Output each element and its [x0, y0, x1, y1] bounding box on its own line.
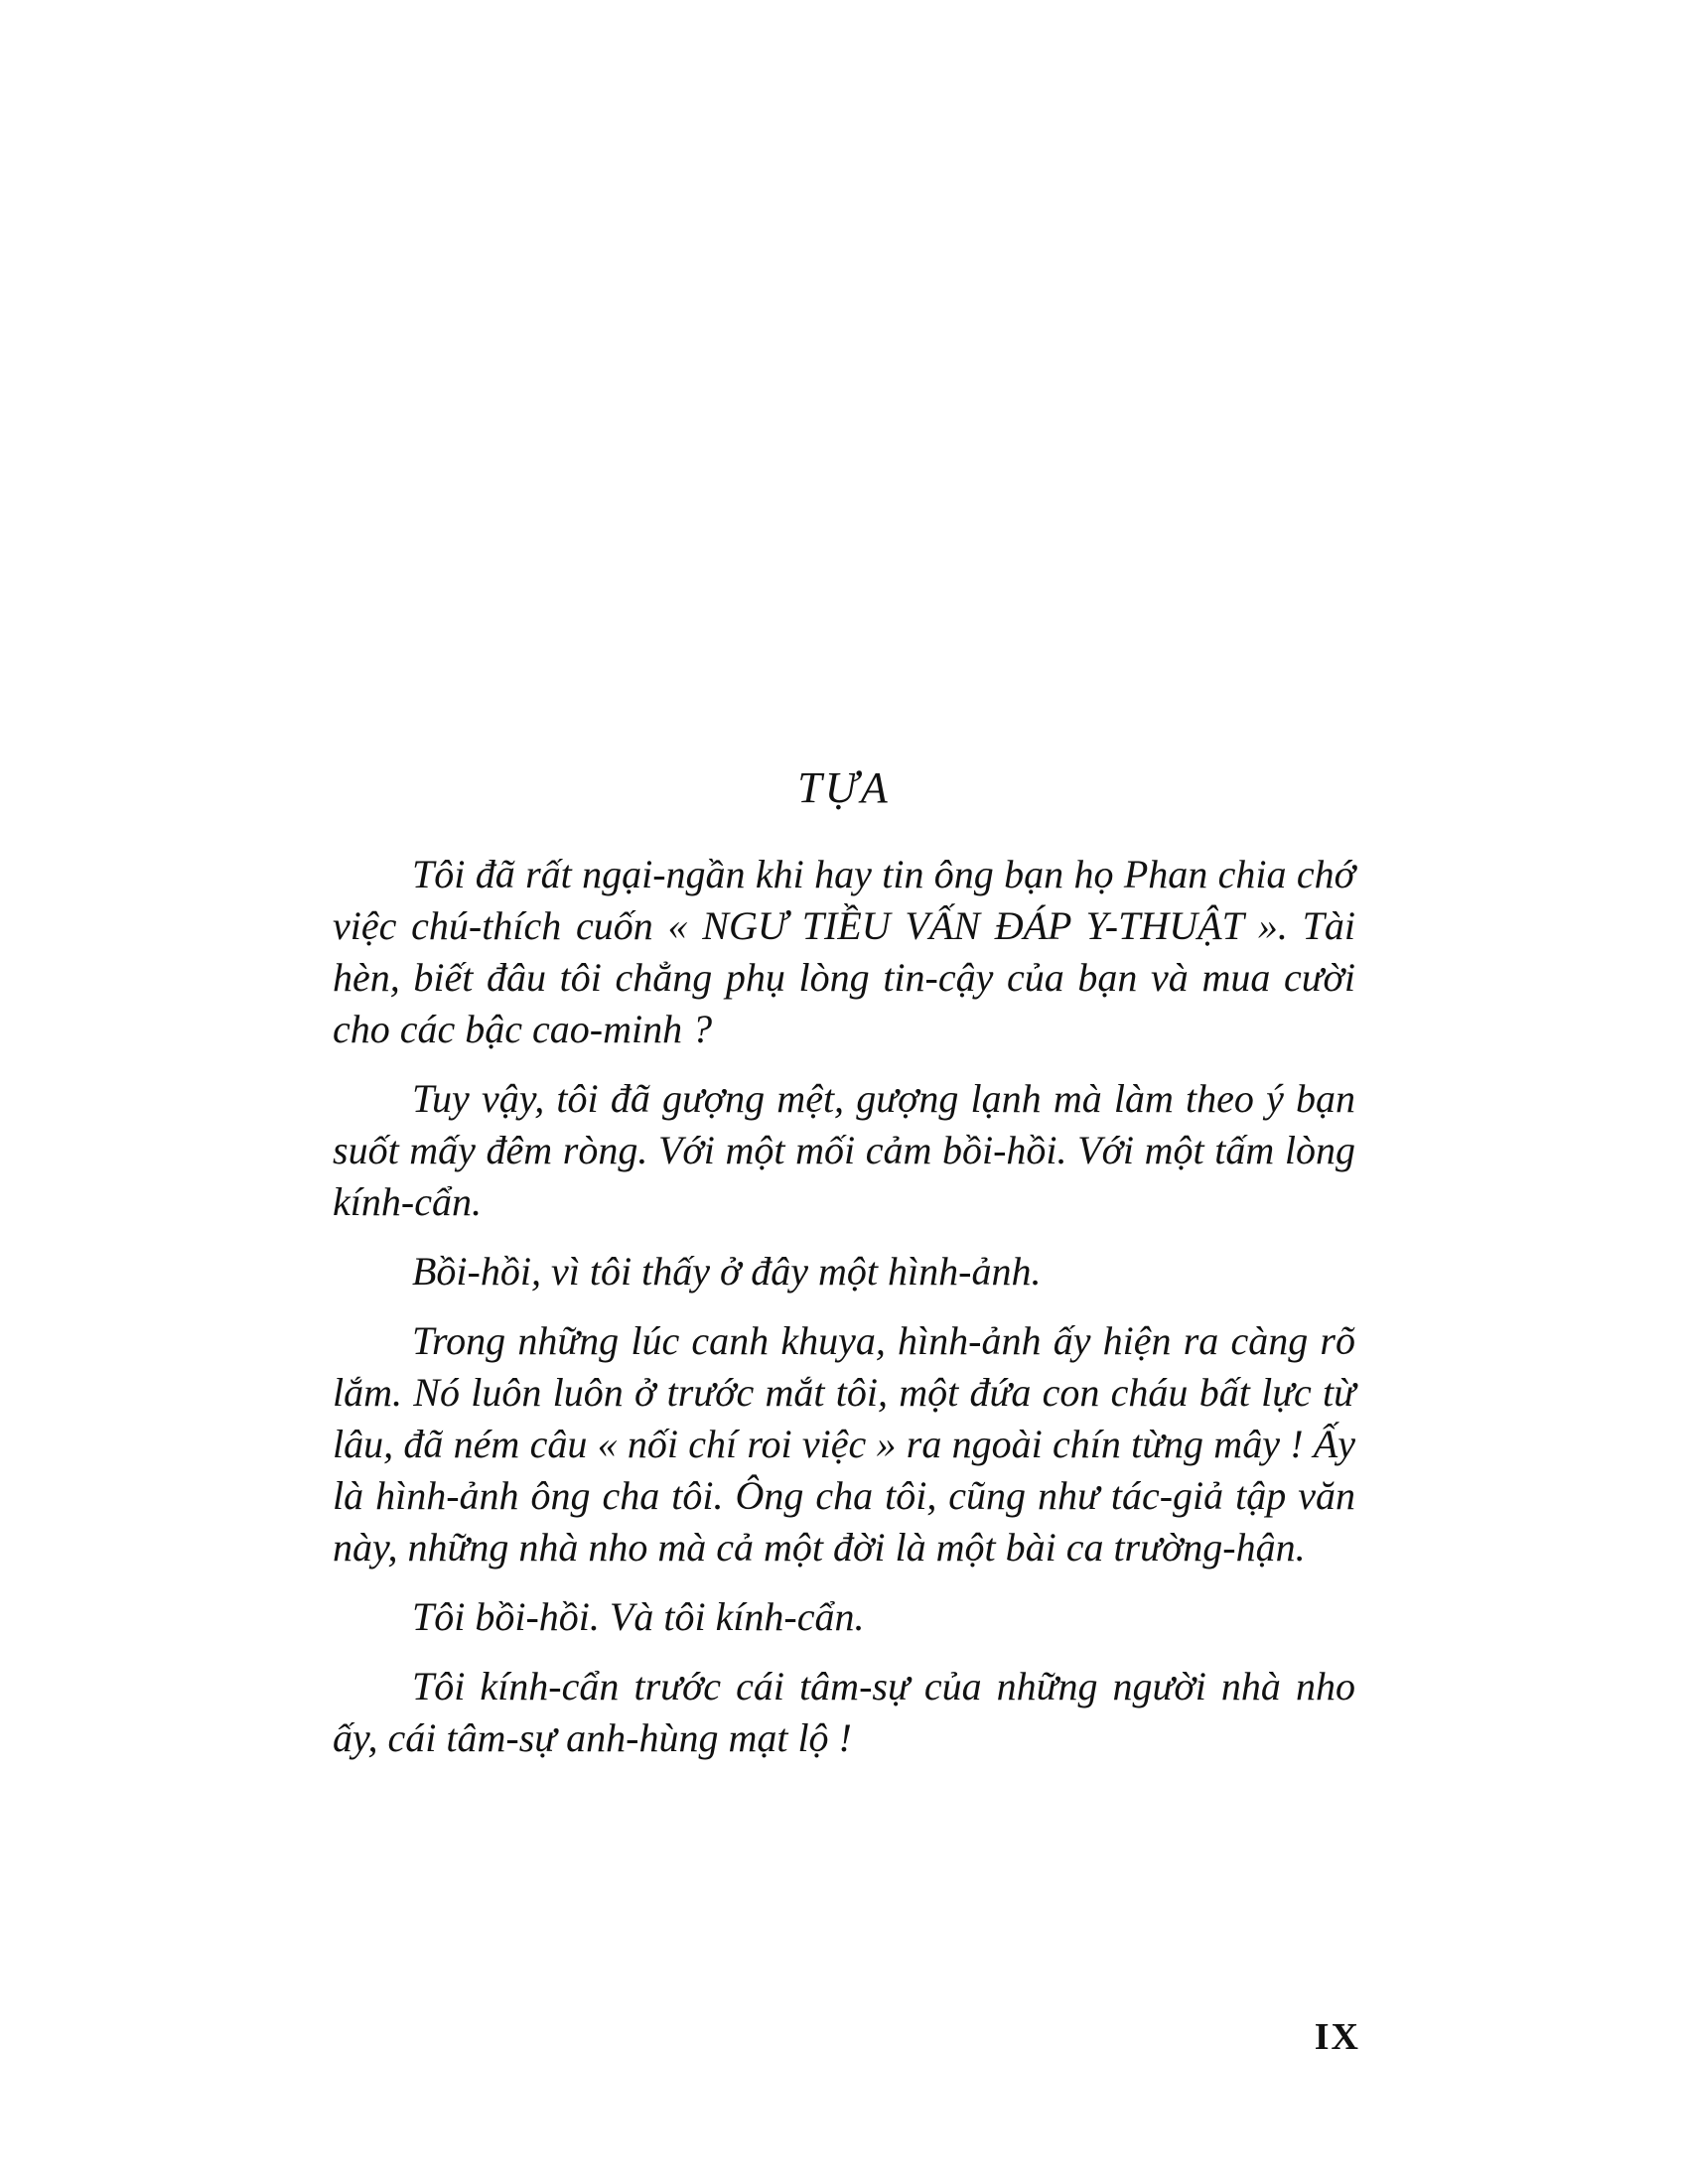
paragraph: Trong những lúc canh khuya, hình-ảnh ấy hiện ra càng rõ lắm. Nó luôn luôn ở trước mắt tôi, một đứa con cháu bất lực từ lâu, đã ném câu « nối chí roi việc » ra ngoài chín từng mây ! Ấy là hình-ảnh ông cha tôi. Ông cha tôi, cũng như tác-giả tập văn này, những nhà nho mà cả một đời là một bài ca trường-hận.: [333, 1318, 1355, 1570]
paragraph: Tôi kính-cẩn trước cái tâm-sự của những người nhà nho ấy, cái tâm-sự anh-hùng mạt lộ !: [333, 1664, 1355, 1760]
paragraph: Tôi bồi-hồi. Và tôi kính-cẩn.: [412, 1594, 865, 1639]
page-title: TỰA: [797, 763, 891, 812]
paragraph: Tuy vậy, tôi đã gượng mệt, gượng lạnh mà làm theo ý bạn suốt mấy đêm ròng. Với một mối cảm bồi-hồi. Với một tấm lòng kính-cẩn.: [333, 1076, 1355, 1224]
paragraph: Bồi-hồi, vì tôi thấy ở đây một hình-ảnh.: [412, 1249, 1042, 1294]
preface-body: [333, 849, 1355, 1782]
paragraph: Tôi đã rất ngại-ngần khi hay tin ông bạn họ Phan chia chớ việc chú-thích cuốn « NGƯ TIỀU VẤN ĐÁP Y-THUẬT ». Tài hèn, biết đâu tôi chẳng phụ lòng tin-cậy của bạn và mua cười cho các bậc cao-minh ?: [333, 852, 1355, 1051]
page-number: IX: [1314, 2016, 1360, 2058]
